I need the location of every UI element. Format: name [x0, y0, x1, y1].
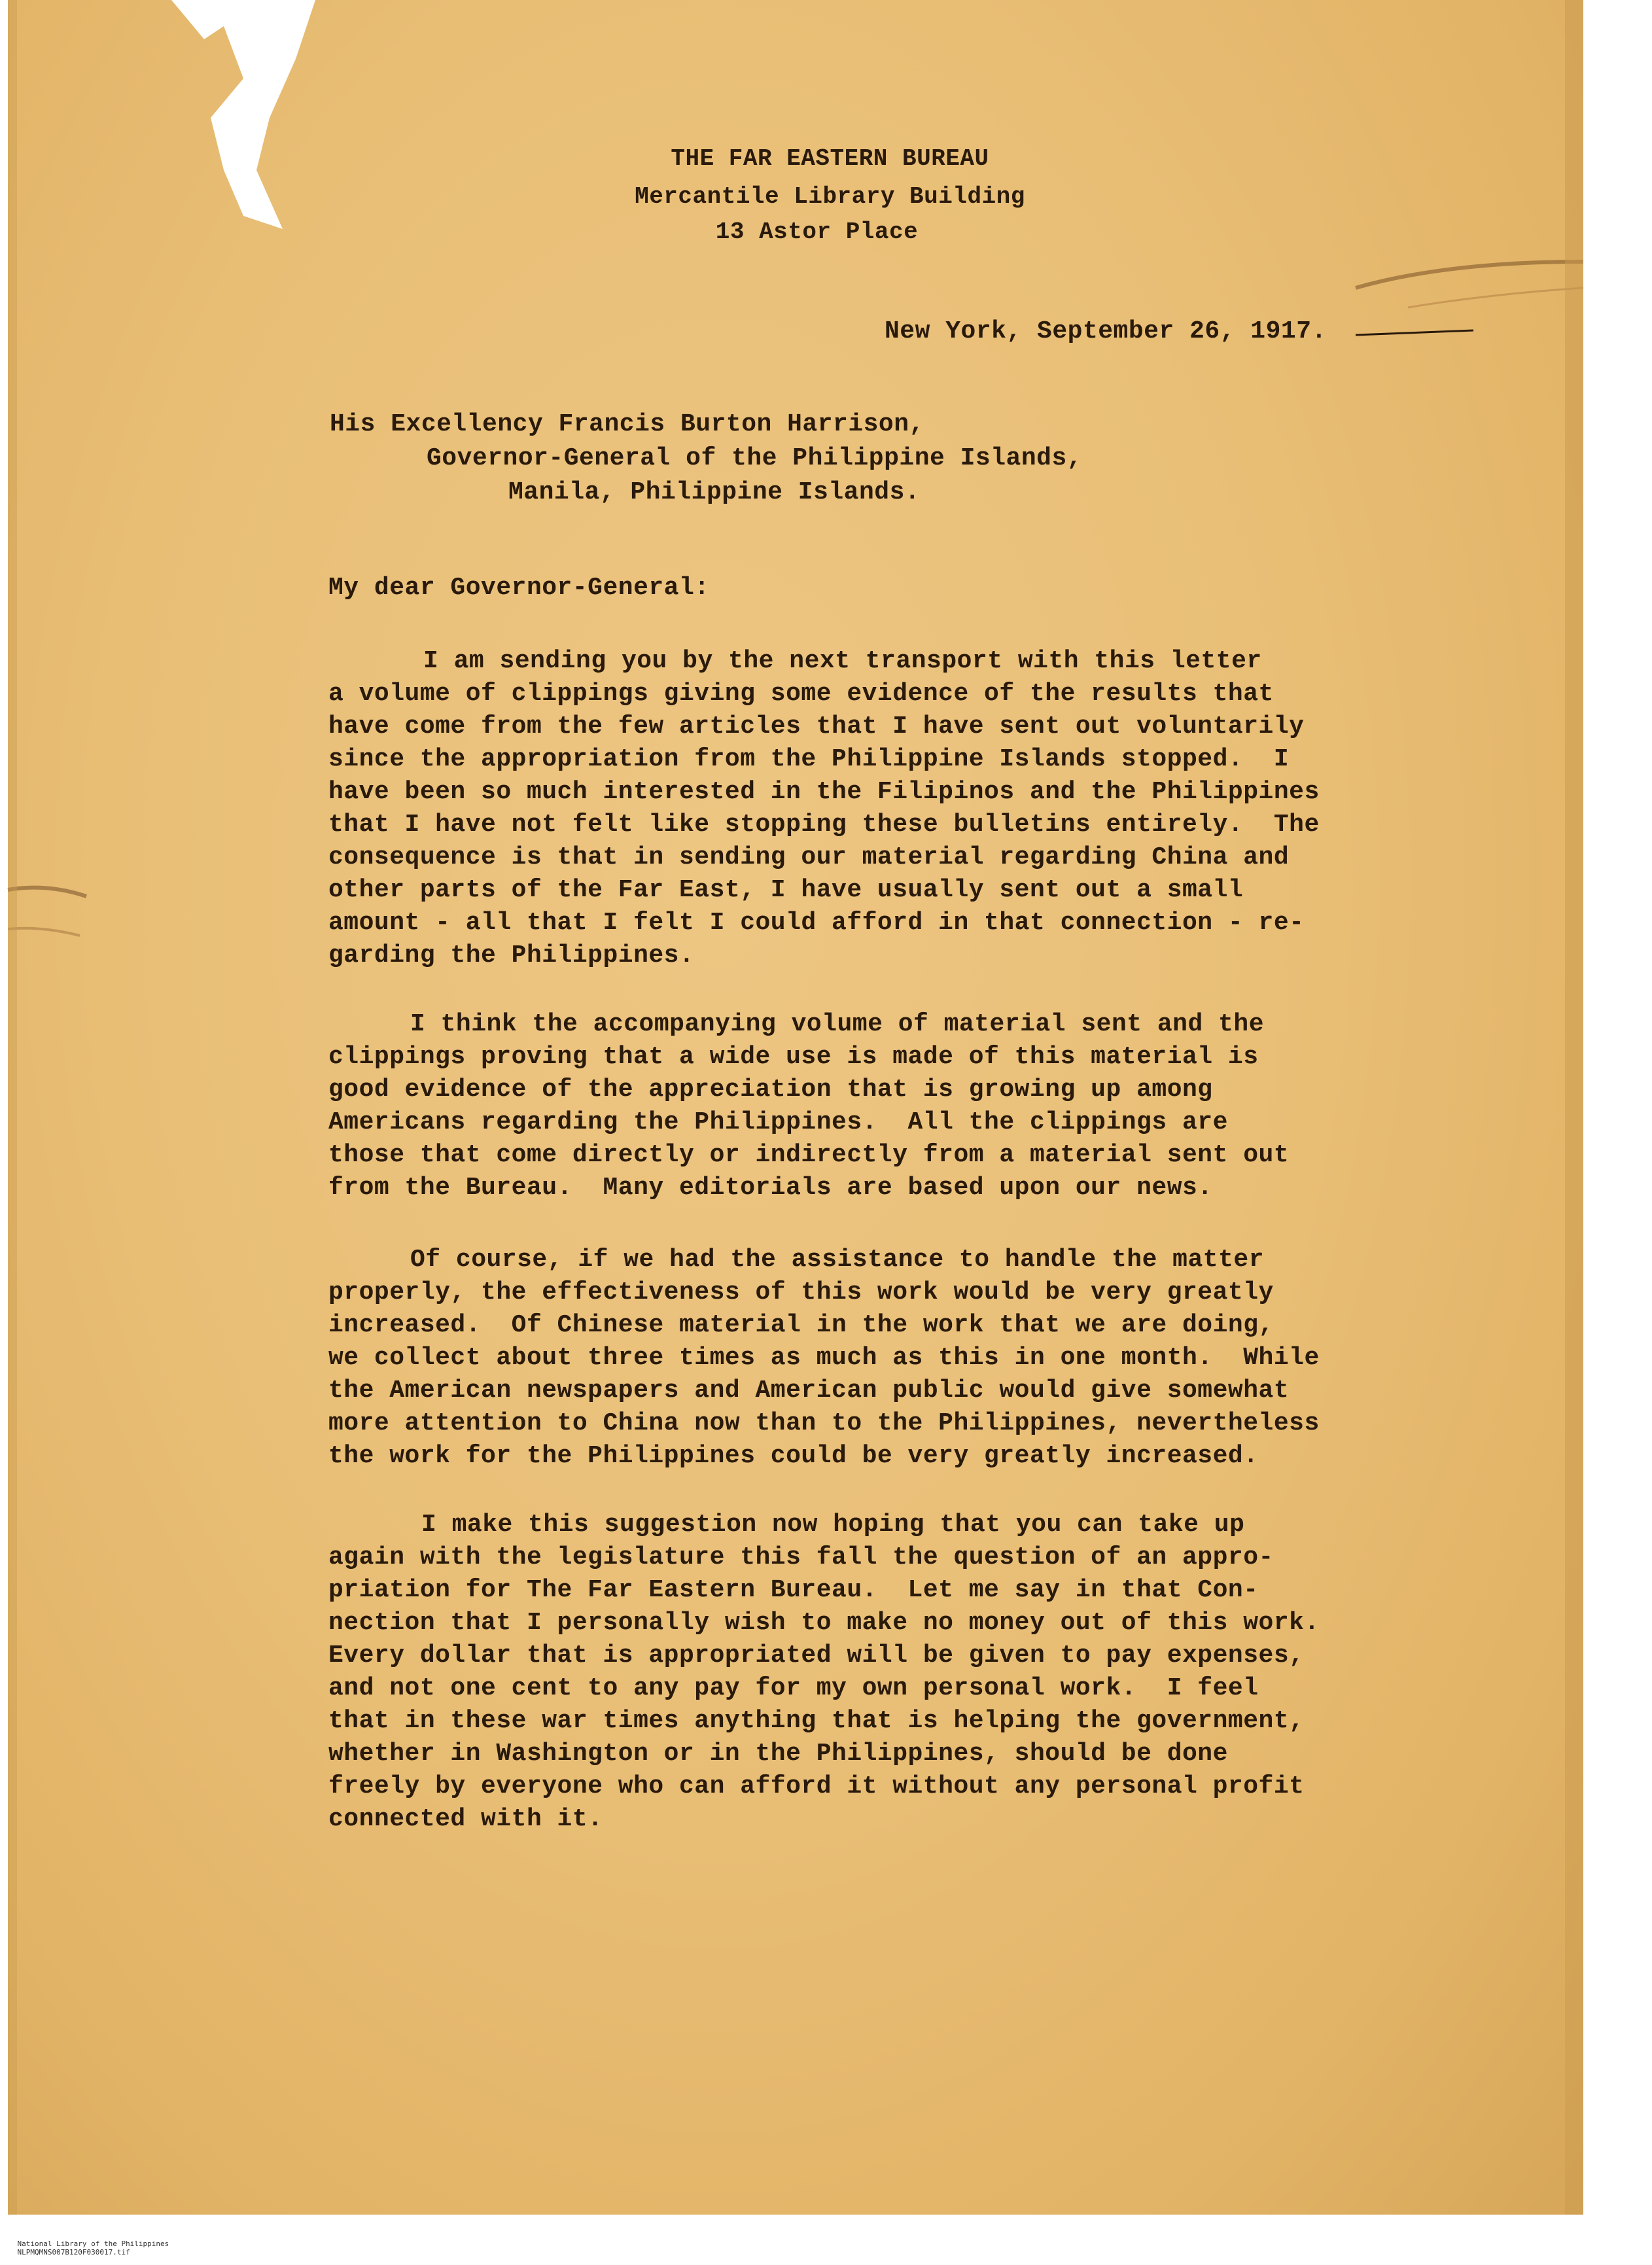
body-line: connected with it.	[328, 1805, 603, 1833]
body-line: that I have not felt like stopping these bulletins entirely. The	[328, 811, 1320, 839]
body-line: Every dollar that is appropriated will be given to pay expenses,	[328, 1642, 1305, 1670]
body-line: have been so much interested in the Filipinos and the Philippines	[328, 778, 1320, 806]
body-line: clippings proving that a wide use is made of this material is	[328, 1043, 1259, 1071]
recipient-line: His Excellency Francis Burton Harrison,	[330, 410, 924, 438]
scan-footer	[0, 2231, 195, 2265]
body-line: I think the accompanying volume of material sent and the	[410, 1010, 1265, 1038]
crease-right-2	[1408, 288, 1583, 307]
body-line: we collect about three times as much as this in one month. While	[328, 1344, 1320, 1372]
body-line: the American newspapers and American public would give somewhat	[328, 1377, 1290, 1405]
edge-shadow-left	[8, 0, 17, 2215]
crease-left-2	[8, 928, 80, 936]
body-line: freely by everyone who can afford it without any personal profit	[328, 1772, 1305, 1800]
body-line: Of course, if we had the assistance to handle the matter	[410, 1246, 1265, 1274]
salutation: My dear Governor-General:	[328, 574, 710, 602]
letterhead-org: THE FAR EASTERN BUREAU	[671, 145, 989, 172]
body-line: and not one cent to any pay for my own personal work. I feel	[328, 1674, 1259, 1702]
recipient-line: Governor-General of the Philippine Islands,	[427, 444, 1083, 472]
body-line: the work for the Philippines could be very greatly increased.	[328, 1442, 1259, 1470]
body-line: nection that I personally wish to make no money out of this work.	[328, 1609, 1320, 1637]
footer-filename: NLPMQMNS007B120F030017.tif	[17, 2248, 130, 2256]
body-line: whether in Washington or in the Philippines, should be done	[328, 1740, 1228, 1768]
body-line: again with the legislature this fall the question of an appro-	[328, 1543, 1274, 1571]
letterhead-address: 13 Astor Place	[715, 219, 919, 245]
body-line: increased. Of Chinese material in the work that we are doing,	[328, 1311, 1274, 1339]
body-line: Americans regarding the Philippines. All the clippings are	[328, 1108, 1228, 1136]
paper-damage	[8, 0, 1583, 2215]
footer-library: National Library of the Philippines	[17, 2239, 169, 2248]
body-line: have come from the few articles that I have sent out voluntarily	[328, 712, 1305, 741]
body-line: that in these war times anything that is helping the government,	[328, 1707, 1305, 1735]
body-line: garding the Philippines.	[328, 941, 695, 970]
body-line: properly, the effectiveness of this work would be very greatly	[328, 1278, 1274, 1307]
body-line: priation for The Far Eastern Bureau. Let me say in that Con-	[328, 1576, 1259, 1604]
body-line: a volume of clippings giving some evidence of the results that	[328, 680, 1274, 708]
body-line: amount - all that I felt I could afford in that connection - re-	[328, 909, 1305, 937]
letterhead-building: Mercantile Library Building	[635, 183, 1025, 210]
body-line: I am sending you by the next transport with this letter	[423, 647, 1262, 675]
edge-shadow-right	[1565, 0, 1583, 2215]
crease-left	[8, 888, 86, 896]
body-line: good evidence of the appreciation that is growing up among	[328, 1076, 1213, 1104]
body-line: I make this suggestion now hoping that you can take up	[421, 1511, 1245, 1539]
letter-sheet	[8, 0, 1583, 2215]
crease-right	[1356, 262, 1583, 288]
body-line: more attention to China now than to the Philippines, nevertheless	[328, 1409, 1320, 1437]
body-line: other parts of the Far East, I have usually sent out a small	[328, 876, 1244, 904]
date-line: New York, September 26, 1917.	[885, 317, 1327, 345]
body-line: from the Bureau. Many editorials are based upon our news.	[328, 1174, 1213, 1202]
recipient-line: Manila, Philippine Islands.	[508, 478, 921, 506]
body-line: those that come directly or indirectly from a material sent out	[328, 1141, 1290, 1169]
body-line: consequence is that in sending our material regarding China and	[328, 843, 1290, 871]
body-line: since the appropriation from the Philippine Islands stopped. I	[328, 745, 1290, 773]
underline-stroke	[1356, 330, 1473, 335]
